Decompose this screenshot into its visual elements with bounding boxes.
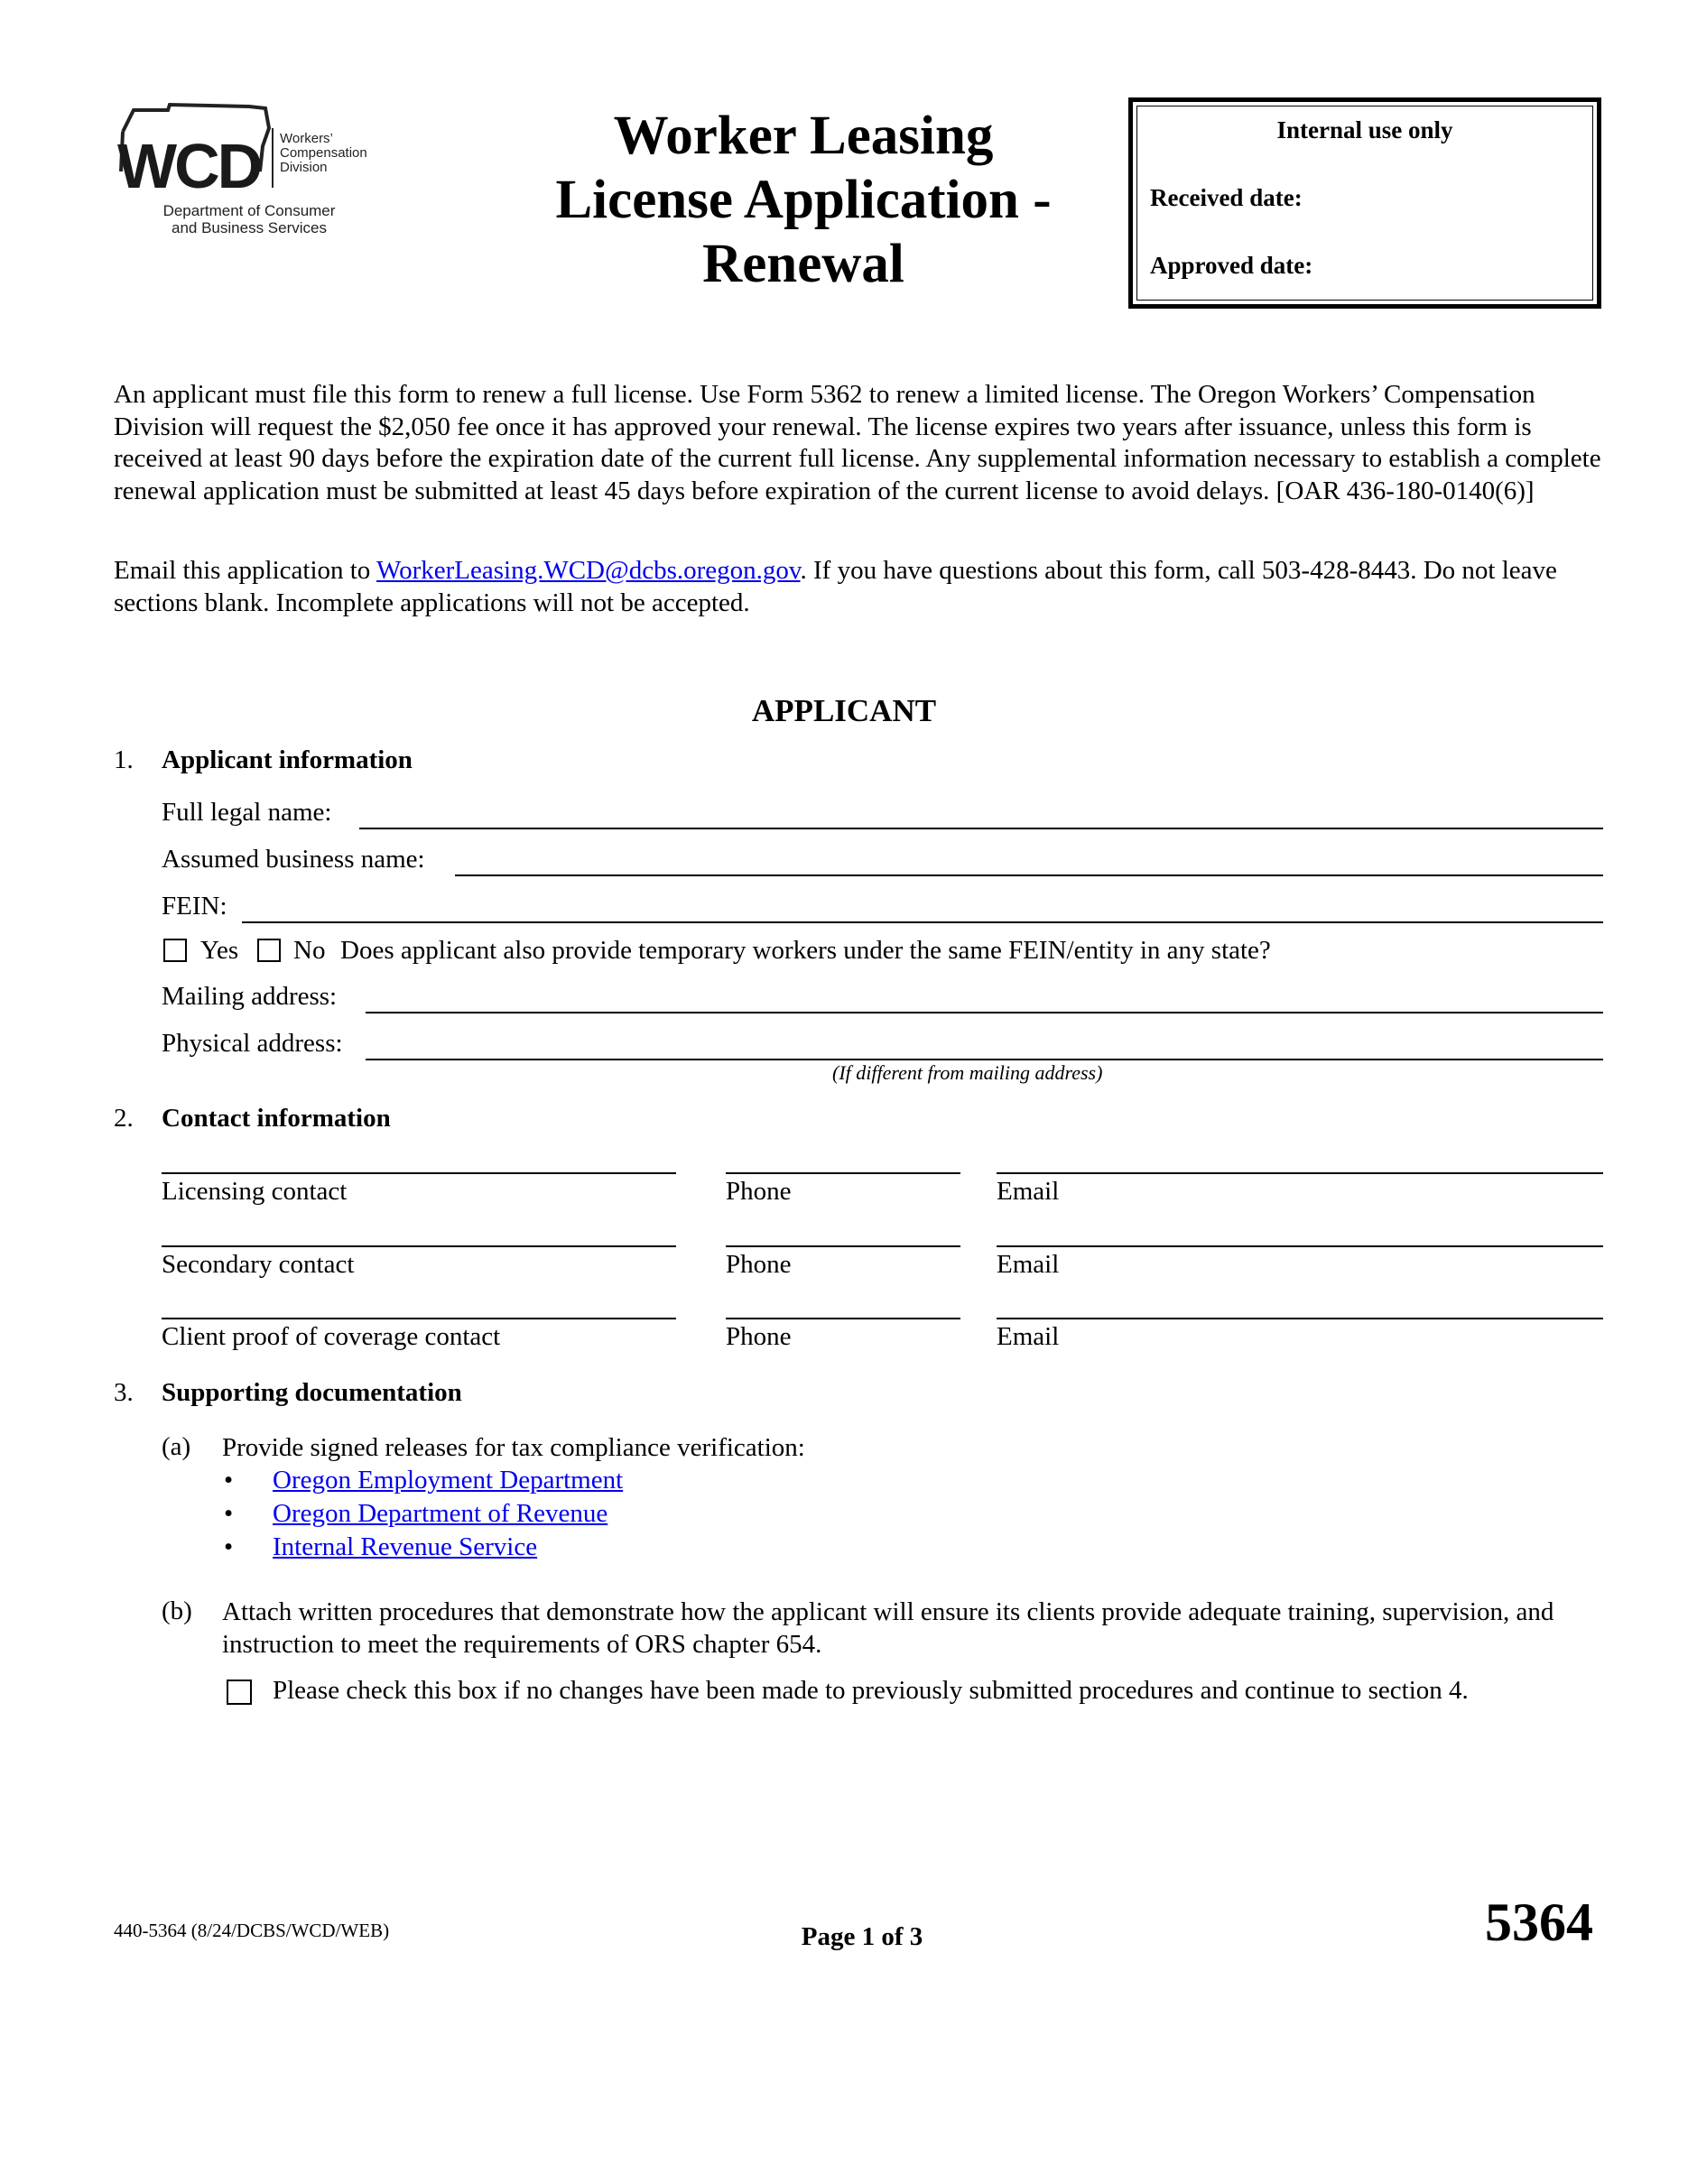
logo-dept-line: and Business Services: [172, 219, 327, 236]
section-heading: APPLICANT: [751, 693, 937, 728]
no-changes-text: Please check this box if no changes have been made to previously submitted procedures and continue to section 4.: [273, 1676, 1469, 1705]
phone-label: Phone: [726, 1322, 792, 1351]
email-label: Email: [997, 1322, 1060, 1351]
email-suffix: . If you have questions about this form, call 503-428-8443. Do not leave sections blank. Incomplete applications will not be accepted.: [114, 556, 1557, 617]
logo-division-line: Compensation: [280, 145, 367, 161]
physical-address-hint: (If different from mailing address): [832, 1061, 1103, 1084]
physical-address-field[interactable]: [366, 1059, 1603, 1060]
wcd-logo: [114, 101, 385, 236]
approved-date-label: Approved date:: [1150, 252, 1313, 279]
email-label: Email: [997, 1250, 1060, 1279]
sub-letter-a: (a): [162, 1432, 191, 1461]
contact-name-field[interactable]: [162, 1245, 676, 1247]
logo-division-line: Workers’: [280, 131, 333, 146]
assumed-business-name-label: Assumed business name:: [162, 845, 425, 874]
no-checkbox[interactable]: [257, 939, 281, 962]
logo-department: [114, 202, 385, 236]
email-link[interactable]: WorkerLeasing.WCD@dcbs.oregon.gov: [376, 556, 801, 585]
form-code: 440-5364 (8/24/DCBS/WCD/WEB): [114, 1920, 390, 1941]
form-number: 5364: [1485, 1892, 1593, 1952]
contact-phone-field[interactable]: [726, 1318, 960, 1319]
title-line: Worker Leasing: [613, 106, 994, 166]
email-label: Email: [997, 1177, 1060, 1206]
full-legal-name-field[interactable]: [359, 828, 1603, 829]
bullet: •: [224, 1499, 234, 1528]
contact-name-field[interactable]: [162, 1172, 676, 1174]
page-number: Page 1 of 3: [801, 1922, 923, 1951]
tax-release-text: Provide signed releases for tax compliance verification:: [222, 1433, 805, 1462]
contact-phone-field[interactable]: [726, 1245, 960, 1247]
title-line: License Application -: [555, 170, 1052, 230]
internal-use-box: [1128, 97, 1601, 309]
mailing-address-field[interactable]: [366, 1012, 1603, 1013]
contact-info-title: Contact information: [162, 1104, 391, 1133]
email-paragraph: [114, 555, 1603, 619]
contact-email-field[interactable]: [997, 1172, 1603, 1174]
assumed-business-name-field[interactable]: [455, 875, 1603, 876]
fein-field[interactable]: [242, 921, 1603, 923]
contact-email-field[interactable]: [997, 1245, 1603, 1247]
item-number-3: 3.: [114, 1378, 134, 1407]
yes-label: Yes: [200, 936, 239, 965]
internal-use-inner: [1136, 106, 1593, 301]
contact-phone-field[interactable]: [726, 1172, 960, 1174]
supporting-docs-title: Supporting documentation: [162, 1378, 462, 1407]
internal-use-title: Internal use only: [1276, 116, 1453, 143]
phone-label: Phone: [726, 1177, 792, 1206]
fein-label: FEIN:: [162, 892, 227, 921]
contact-email-field[interactable]: [997, 1318, 1603, 1319]
sub-letter-b: (b): [162, 1596, 192, 1625]
written-procedures-text: Attach written procedures that demonstrate how the applicant will ensure its clients provide adequate training, supervision, and instruction to meet the requirements of ORS chapter 654.: [222, 1597, 1554, 1659]
contact-label: Licensing contact: [162, 1177, 348, 1206]
irs-link[interactable]: Internal Revenue Service: [273, 1532, 538, 1561]
no-label: No: [293, 936, 326, 965]
dept-revenue-link[interactable]: Oregon Department of Revenue: [273, 1499, 608, 1528]
email-prefix: Email this application to: [114, 556, 377, 585]
contact-label: Client proof of coverage contact: [162, 1322, 501, 1351]
contact-name-field[interactable]: [162, 1318, 676, 1319]
yes-checkbox[interactable]: [163, 939, 187, 962]
logo-dept-line: Department of Consumer: [162, 202, 336, 219]
intro-paragraph: An applicant must file this form to renew a full license. Use Form 5362 to renew a limited license. The Oregon Workers’ Compensation Division will request the $2,050 fee once it has approved your renewal. The license expires two years after issuance, unless this form is received at least 90 days before the expiration date of the current full license. Any supplemental information necessary to establish a complete renewal application must be submitted at least 45 days before expiration of the current license to avoid delays. [OAR 436-180-0140(6)]: [114, 380, 1601, 505]
bullet: •: [224, 1466, 234, 1495]
logo-division: [280, 132, 388, 175]
bullet: •: [224, 1532, 234, 1561]
form-title: [501, 104, 1106, 296]
temp-workers-question: Does applicant also provide temporary workers under the same FEIN/entity in any state?: [340, 936, 1271, 965]
no-changes-checkbox[interactable]: [227, 1680, 252, 1705]
phone-label: Phone: [726, 1250, 792, 1279]
title-line: Renewal: [702, 234, 904, 294]
contact-label: Secondary contact: [162, 1250, 355, 1279]
physical-address-label: Physical address:: [162, 1029, 343, 1058]
employment-dept-link[interactable]: Oregon Employment Department: [273, 1466, 624, 1495]
logo-division-line: Division: [280, 160, 328, 175]
item-number-2: 2.: [114, 1104, 134, 1133]
item-number-1: 1.: [114, 745, 134, 774]
logo-acronym: WCD: [117, 131, 261, 200]
full-legal-name-label: Full legal name:: [162, 798, 332, 827]
mailing-address-label: Mailing address:: [162, 982, 338, 1011]
received-date-label: Received date:: [1150, 184, 1303, 211]
applicant-info-title: Applicant information: [162, 745, 413, 774]
